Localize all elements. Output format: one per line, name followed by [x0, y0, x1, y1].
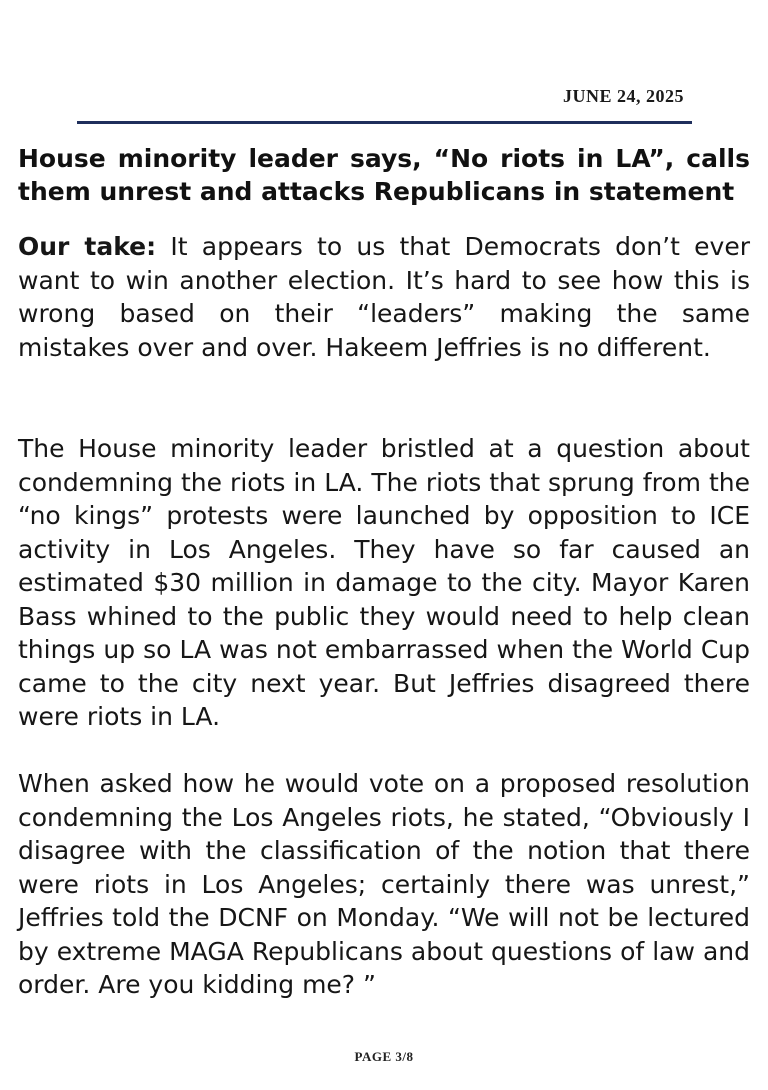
header-divider — [77, 121, 692, 124]
publication-date: JUNE 24, 2025 — [562, 86, 684, 106]
our-take-text: It appears to us that Democrats don’t ever want to win another election. It’s hard to see how this is wrong based on their “leaders” making the same mistakes over and over. Hakeem Jeffries is no different. — [18, 232, 751, 362]
page-number: PAGE 3/8 — [354, 1049, 414, 1064]
our-take-paragraph — [18, 230, 750, 364]
article-paragraph-3: When asked how he would vote on a proposed resolution condemning the Los Angeles riots, he stated, “Obviously I disagree with the classification of the notion that there were riots in Los Angeles; certainly there was unrest,” Jeffries told the DCNF on Monday. “We will not be lectured by extreme MAGA Republicans about questions of law and order. Are you kidding me? ” — [18, 769, 750, 999]
our-take-label: Our take: — [18, 232, 157, 261]
article-paragraph-2: The House minority leader bristled at a question about condemning the riots in LA. The riots that sprung from the “no kings” protests were launched by opposition to ICE activity in Los Angeles. They have so far caused an estimated $30 million in damage to the city. Mayor Karen Bass whined to the public they would need to help clean things up so LA was not embarrassed when the World Cup came to the city next year. But Jeffries disagreed there were riots in LA. — [18, 434, 750, 731]
article-headline: House minority leader says, “No riots in LA”, calls them unrest and attacks Republicans in statement — [18, 144, 750, 206]
